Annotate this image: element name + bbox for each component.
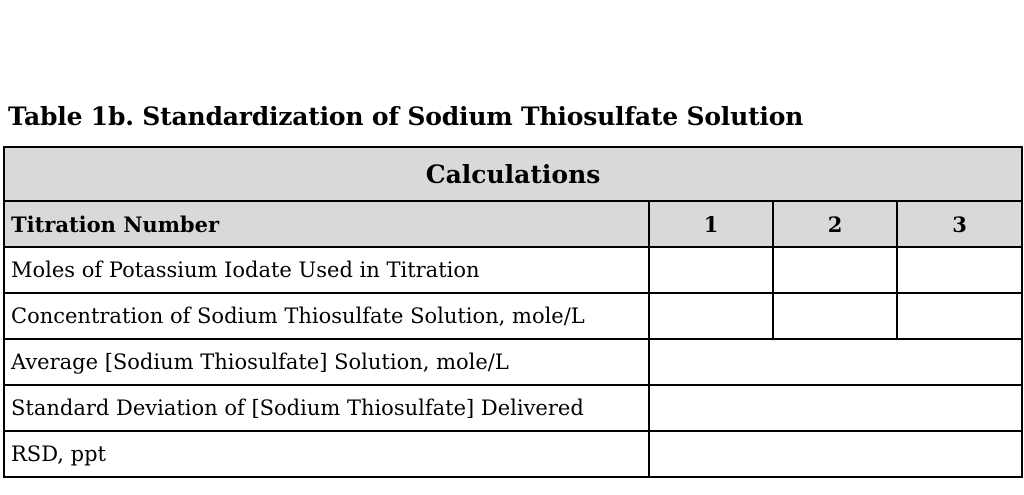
table-header-row — [4, 147, 1022, 201]
row-label-standard-deviation: Standard Deviation of [Sodium Thiosulfate] Delivered — [4, 385, 649, 431]
table-row — [4, 385, 1022, 431]
titration-number-row — [4, 201, 1022, 247]
table-row — [4, 293, 1022, 339]
table-row — [4, 247, 1022, 293]
row-label-rsd: RSD, ppt — [4, 431, 649, 477]
cell-rsd-value[interactable] — [649, 431, 1022, 477]
row-label-concentration: Concentration of Sodium Thiosulfate Solution, mole/L — [4, 293, 649, 339]
cell-moles-titration-3[interactable] — [897, 247, 1022, 293]
titration-column-2: 2 — [773, 201, 897, 247]
row-label-moles-potassium-iodate: Moles of Potassium Iodate Used in Titration — [4, 247, 649, 293]
cell-average-value[interactable] — [649, 339, 1022, 385]
titration-column-3: 3 — [897, 201, 1022, 247]
table-title: Table 1b. Standardization of Sodium Thiosulfate Solution — [8, 102, 804, 131]
cell-standard-deviation-value[interactable] — [649, 385, 1022, 431]
table-row — [4, 431, 1022, 477]
row-label-average: Average [Sodium Thiosulfate] Solution, mole/L — [4, 339, 649, 385]
titration-number-label: Titration Number — [4, 201, 649, 247]
cell-concentration-titration-3[interactable] — [897, 293, 1022, 339]
calculations-table — [3, 146, 1023, 478]
cell-concentration-titration-1[interactable] — [649, 293, 773, 339]
calculations-header: Calculations — [4, 147, 1022, 201]
table-row — [4, 339, 1022, 385]
cell-moles-titration-1[interactable] — [649, 247, 773, 293]
cell-concentration-titration-2[interactable] — [773, 293, 897, 339]
titration-column-1: 1 — [649, 201, 773, 247]
cell-moles-titration-2[interactable] — [773, 247, 897, 293]
